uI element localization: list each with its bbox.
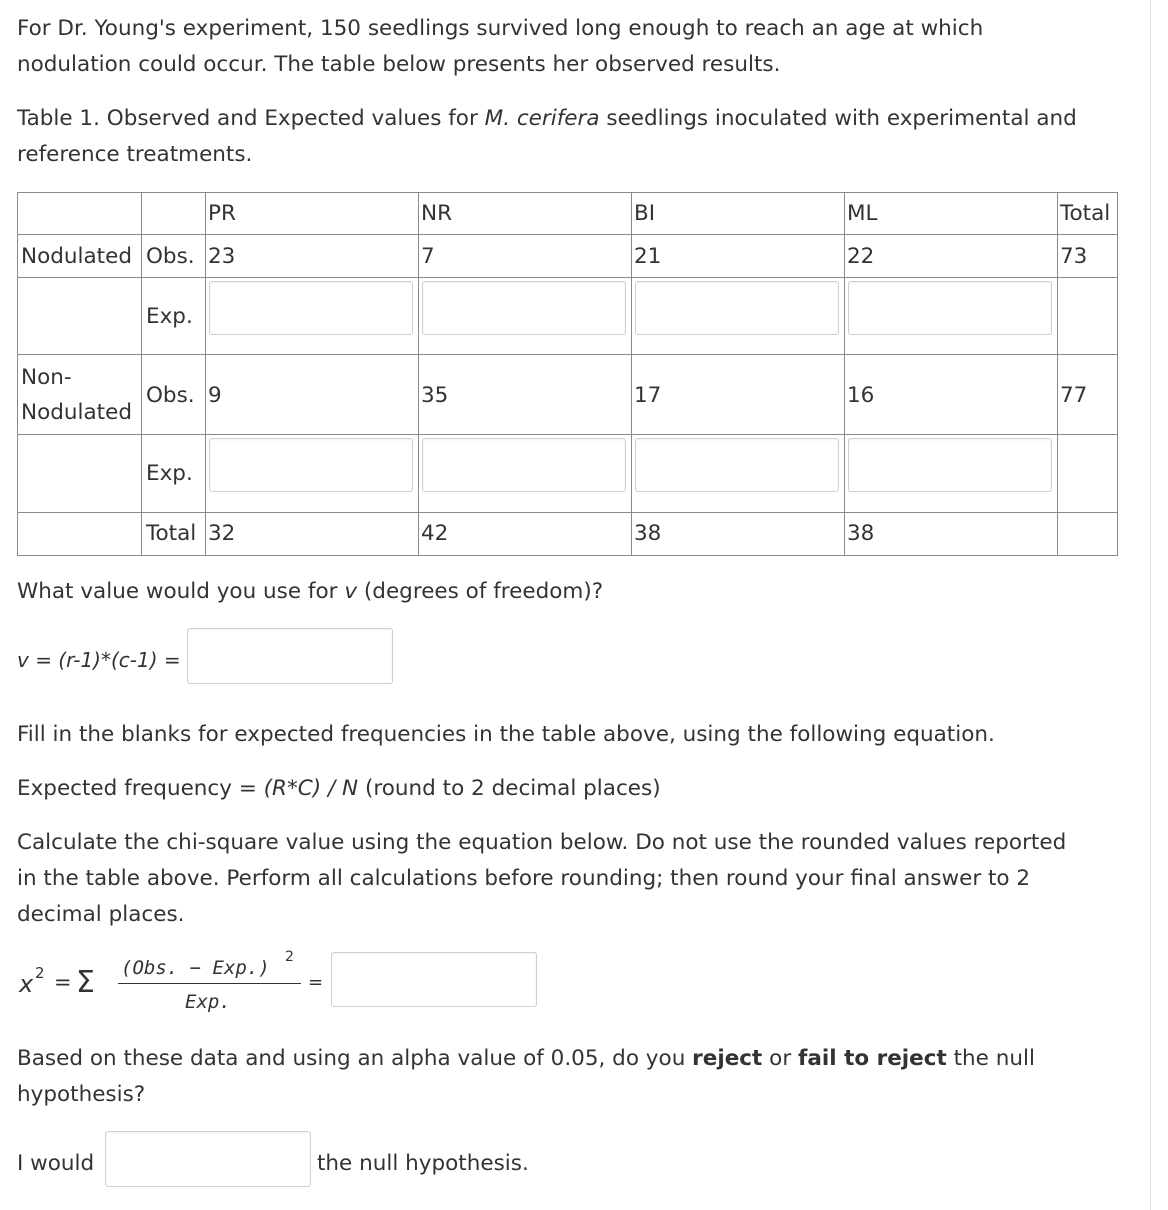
header-bi: BI — [634, 201, 656, 226]
table-rule — [631, 192, 632, 556]
total-bi: 38 — [634, 521, 662, 546]
table-rule — [17, 512, 1118, 513]
non-nodulated-exp-ml-input[interactable] — [848, 438, 1052, 492]
table-rule — [1117, 192, 1118, 556]
total-pr: 32 — [208, 521, 236, 546]
table-rule — [17, 434, 1118, 435]
hypothesis-pre: Based on these data and using an alpha value of 0.05, do you — [17, 1046, 693, 1071]
expected-pre: Expected frequency = — [17, 776, 264, 801]
row-label-non-nodulated-2: Nodulated — [21, 400, 132, 425]
nodulated-exp-nr-input[interactable] — [422, 281, 626, 335]
nodulated-obs-total: 73 — [1060, 244, 1088, 269]
formula-rhs-equals: = — [308, 972, 324, 993]
dof-formula: v = (r-1)*(c-1) = — [17, 648, 181, 672]
hypothesis-reject: reject — [692, 1046, 763, 1071]
nodulated-obs-nr: 7 — [421, 244, 435, 269]
chi-line-1: Calculate the chi-square value using the equation below. Do not use the rounded values reported — [17, 830, 1067, 855]
table-rule — [17, 277, 1118, 278]
decision-input[interactable] — [105, 1131, 311, 1187]
non-nodulated-exp-nr-input[interactable] — [422, 438, 626, 492]
hypothesis-line-2: hypothesis? — [17, 1082, 146, 1107]
sentence-pre: I would — [17, 1151, 95, 1176]
chi-superscript: 2 — [35, 964, 45, 982]
dof-question — [17, 574, 1137, 610]
non-nodulated-obs-nr: 35 — [421, 383, 449, 408]
table-rule — [844, 192, 845, 556]
chi-square-input[interactable] — [331, 952, 537, 1007]
row-label-non-nodulated-1: Non- — [21, 365, 72, 390]
expected-formula: (R*C) / N — [263, 776, 359, 801]
chi-equals: = — [54, 970, 72, 994]
header-pr: PR — [208, 201, 236, 226]
intro-line-1: For Dr. Young's experiment, 150 seedlings survived long enough to reach an age at which — [17, 16, 984, 41]
obs-label: Obs. — [146, 244, 195, 269]
sigma-symbol: Σ — [76, 965, 95, 1000]
numerator-superscript: 2 — [285, 949, 294, 965]
non-nodulated-obs-total: 77 — [1060, 383, 1088, 408]
chi-instruction — [17, 825, 1137, 933]
non-nodulated-obs-ml: 16 — [847, 383, 875, 408]
table-rule — [17, 234, 1118, 235]
caption-post: seedlings inoculated with experimental and — [599, 106, 1077, 131]
hypothesis-or: or — [762, 1046, 798, 1071]
header-ml: ML — [847, 201, 878, 226]
caption-pre: Table 1. Observed and Expected values for — [17, 106, 485, 131]
nodulated-exp-pr-input[interactable] — [209, 281, 413, 335]
total-label: Total — [146, 521, 197, 546]
sentence-post: the null hypothesis. — [317, 1151, 529, 1176]
intro-text — [17, 11, 1137, 83]
nodulated-exp-bi-input[interactable] — [635, 281, 839, 335]
table-rule — [17, 192, 1118, 193]
chi-line-3: decimal places. — [17, 902, 185, 927]
dof-question-post: (degrees of freedom)? — [357, 579, 604, 604]
nodulated-obs-pr: 23 — [208, 244, 236, 269]
total-ml: 38 — [847, 521, 875, 546]
hypothesis-post: the null — [946, 1046, 1035, 1071]
table-rule — [17, 192, 18, 556]
non-nodulated-exp-bi-input[interactable] — [635, 438, 839, 492]
total-nr: 42 — [421, 521, 449, 546]
table-rule — [1057, 192, 1058, 556]
obs-label: Obs. — [146, 383, 195, 408]
fraction-bar — [118, 983, 301, 984]
exp-label: Exp. — [146, 461, 193, 486]
hypothesis-fail: fail to reject — [798, 1046, 947, 1071]
formula-denominator: Exp. — [185, 991, 231, 1013]
nodulated-obs-bi: 21 — [634, 244, 662, 269]
exp-label: Exp. — [146, 304, 193, 329]
table-rule — [418, 192, 419, 556]
table-caption — [17, 101, 1137, 173]
nodulated-exp-ml-input[interactable] — [848, 281, 1052, 335]
caption-line-2: reference treatments. — [17, 142, 253, 167]
chi-line-2: in the table above. Perform all calculations before rounding; then round your final answer to 2 — [17, 866, 1031, 891]
nodulated-obs-ml: 22 — [847, 244, 875, 269]
non-nodulated-obs-bi: 17 — [634, 383, 662, 408]
fill-instruction: Fill in the blanks for expected frequencies in the table above, using the following equation. — [17, 722, 995, 747]
table-rule — [205, 192, 206, 556]
header-nr: NR — [421, 201, 453, 226]
table-rule — [17, 555, 1118, 556]
dof-question-var: v — [344, 579, 358, 604]
formula-numerator: (Obs. − Exp.) — [121, 957, 270, 979]
row-label-nodulated: Nodulated — [21, 244, 132, 269]
chi-square-formula — [17, 949, 337, 1018]
hypothesis-question — [17, 1041, 1137, 1113]
table-rule — [141, 192, 142, 556]
table-rule — [17, 354, 1118, 355]
page-right-border — [1150, 0, 1151, 1210]
expected-post: (round to 2 decimal places) — [358, 776, 661, 801]
header-total: Total — [1060, 201, 1111, 226]
dof-input[interactable] — [187, 628, 393, 684]
observed-expected-table — [17, 192, 1118, 556]
non-nodulated-obs-pr: 9 — [208, 383, 222, 408]
chi-symbol: x — [19, 970, 34, 998]
expected-frequency-line — [17, 771, 1137, 807]
non-nodulated-exp-pr-input[interactable] — [209, 438, 413, 492]
caption-species: M. cerifera — [484, 106, 600, 131]
dof-question-pre: What value would you use for — [17, 579, 345, 604]
intro-line-2: nodulation could occur. The table below presents her observed results. — [17, 52, 781, 77]
